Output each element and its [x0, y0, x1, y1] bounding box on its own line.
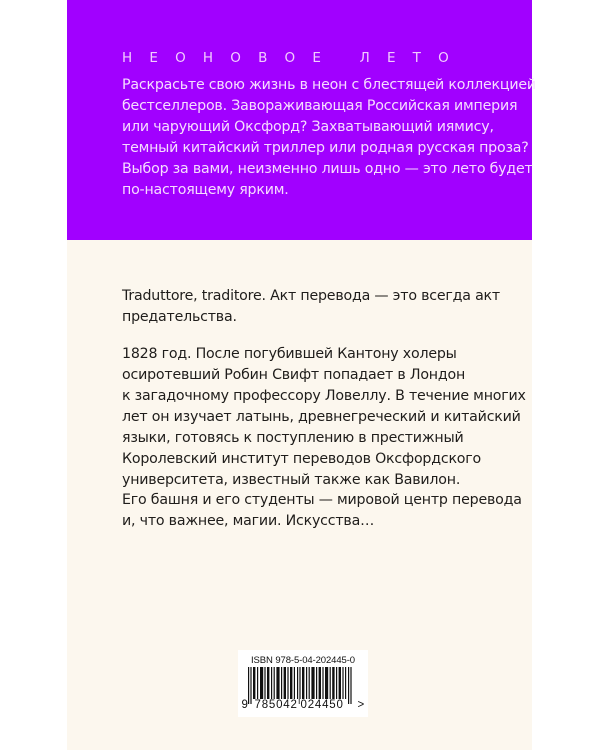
barcode-digits [238, 699, 368, 713]
plot-paragraph [122, 344, 526, 491]
series-blurb [122, 75, 536, 201]
series-blurb-line: бестселлеров. Завораживающая Российская империя [122, 98, 518, 114]
text-line: языки, готовясь к поступлению в престижный [122, 430, 464, 446]
series-banner [67, 0, 536, 240]
text-line: к загадочному профессору Ловеллу. В течение многих [122, 388, 526, 404]
text-line: лет он изучает латынь, древнегреческий и китайский [122, 409, 521, 425]
text-line: университета, известный также как Вавилон. [122, 472, 461, 488]
text-line: предательства. [122, 309, 237, 325]
isbn-label: ISBN 978-5-04-202445-0 [251, 655, 355, 666]
closing-paragraph [122, 490, 522, 532]
series-blurb-line: Раскрасьте свою жизнь в неон с блестящей коллекцией [122, 77, 536, 93]
series-blurb-line: темный китайский триллер или родная русская проза? [122, 140, 529, 156]
text-line: Traduttore, traditore. Акт перевода — это всегда акт [122, 288, 500, 304]
series-blurb-line: или чарующий Оксфорд? Захватывающий иямису, [122, 119, 494, 135]
text-line: Королевский институт переводов Оксфордского [122, 451, 482, 467]
barcode-digits-left: 785042 [254, 699, 298, 711]
isbn-barcode [238, 650, 368, 717]
book-back-cover [67, 0, 536, 750]
text-line: Его башня и его студенты — мировой центр перевода [122, 492, 522, 508]
text-line: осиротевший Робин Свифт попадает в Лондон [122, 367, 466, 383]
epigraph-paragraph [122, 286, 522, 328]
series-blurb-line: по-настоящему ярким. [122, 182, 289, 198]
series-blurb-line: Выбор за вами, неизменно лишь одно — это лето будет [122, 161, 533, 177]
text-line: и, что важнее, магии. Искусства… [122, 513, 375, 529]
quiet-zone-marker: > [357, 699, 365, 711]
barcode-digit-first: 9 [241, 699, 248, 711]
barcode-digits-right: 024450 [300, 699, 344, 711]
series-title: НЕОНОВОЕ ЛЕТО [122, 50, 466, 66]
text-line: 1828 год. После погубившей Кантону холеры [122, 346, 457, 362]
